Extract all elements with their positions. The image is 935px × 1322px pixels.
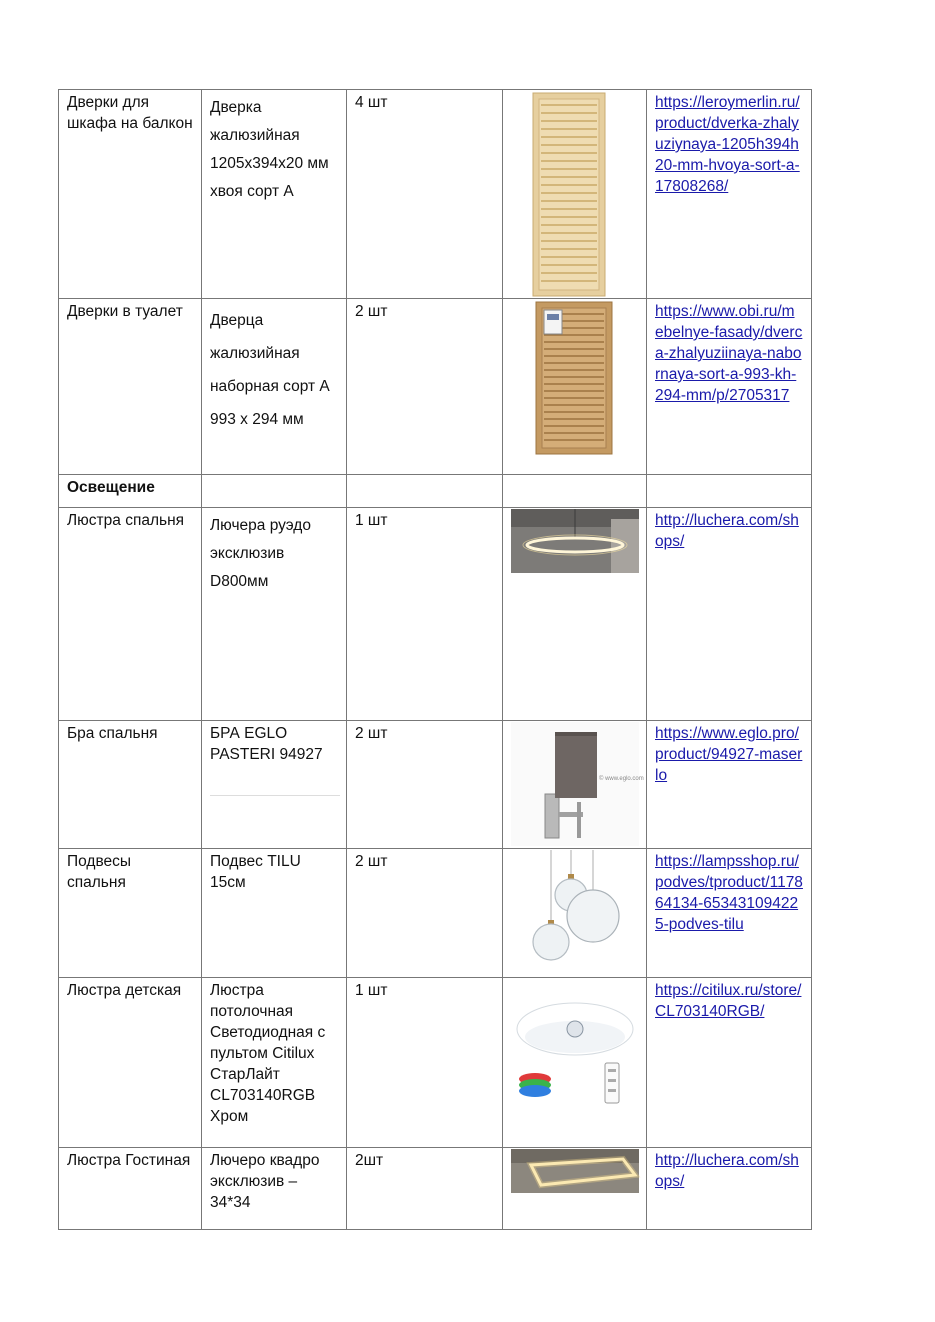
- louvered-door-image: [511, 300, 639, 456]
- product-link[interactable]: https://lampsshop.ru/podves/tproduct/117864134-653431094225-podves-tilu: [655, 853, 803, 933]
- description-cell: [202, 90, 347, 299]
- table-row: [59, 90, 812, 299]
- table-row: [59, 978, 812, 1148]
- image-cell: [503, 508, 647, 721]
- wall-sconce-image: [511, 722, 644, 846]
- link-cell: [647, 90, 812, 299]
- product-link[interactable]: https://leroymerlin.ru/product/dverka-zhalyuziynaya-1205h394h20-mm-hvoya-sort-a-17808268/: [655, 94, 800, 195]
- table-row: [59, 721, 812, 849]
- description-cell: [202, 721, 347, 849]
- description-cell: [202, 508, 347, 721]
- quantity-cell: 4 шт: [347, 90, 503, 299]
- image-cell: [503, 849, 647, 978]
- link-cell: [647, 978, 812, 1148]
- description-cell: Люстра потолочная Светодиодная с пультом Citilux СтарЛайт CL703140RGB Хром: [202, 978, 347, 1148]
- description-cell: [202, 299, 347, 475]
- item-cell: Люстра спальня: [59, 508, 202, 721]
- quantity-cell: 2 шт: [347, 721, 503, 849]
- empty-cell: [202, 475, 347, 508]
- link-cell: [647, 1148, 812, 1230]
- description-cell: Лючеро квадро эксклюзив – 34*34: [202, 1148, 347, 1230]
- ceiling-light-image: [511, 979, 639, 1119]
- divider: [210, 795, 340, 796]
- image-cell: [503, 299, 647, 475]
- square-chandelier-image: [511, 1149, 639, 1193]
- quantity-cell: 2шт: [347, 1148, 503, 1230]
- product-link[interactable]: https://www.eglo.pro/product/94927-maserlo: [655, 725, 803, 784]
- product-link[interactable]: https://citilux.ru/store/CL703140RGB/: [655, 982, 802, 1020]
- table-row: [59, 1148, 812, 1230]
- item-text: Люстра Гостиная: [67, 1152, 191, 1169]
- link-cell: [647, 299, 812, 475]
- quantity-cell: 2 шт: [347, 849, 503, 978]
- louvered-door-image: [511, 91, 639, 296]
- item-cell: Дверки для шкафа на балкон: [59, 90, 202, 299]
- product-link[interactable]: http://luchera.com/shops/: [655, 512, 799, 550]
- watermark-text: © www.eglo.com: [599, 776, 644, 782]
- item-cell: [59, 1148, 202, 1230]
- table-row: [59, 299, 812, 475]
- item-cell: Люстра детская: [59, 978, 202, 1148]
- image-cell: [503, 1148, 647, 1230]
- empty-cell: [503, 475, 647, 508]
- product-link[interactable]: https://www.obi.ru/mebelnye-fasady/dverca-zhalyuziinaya-nabornaya-sort-a-993-kh-294-mm/p/2705317: [655, 303, 803, 404]
- product-link[interactable]: http://luchera.com/shops/: [655, 1152, 799, 1190]
- description-text: Дверка жалюзийная 1205x394x20 мм хвоя сорт А: [210, 99, 329, 200]
- link-cell: [647, 721, 812, 849]
- section-row: [59, 475, 812, 508]
- section-title: Освещение: [59, 475, 202, 508]
- image-cell: [503, 721, 647, 849]
- description-cell: Подвес TILU 15см: [202, 849, 347, 978]
- spec-table: [58, 89, 812, 1230]
- link-cell: [647, 508, 812, 721]
- item-cell: Бра спальня: [59, 721, 202, 849]
- description-text: Дверца жалюзийная наборная сорт А 993 х 294 мм: [210, 312, 330, 428]
- description-text: Лючера руэдо эксклюзив D800мм: [210, 517, 311, 590]
- quantity-cell: 2 шт: [347, 299, 503, 475]
- quantity-cell: 1 шт: [347, 508, 503, 721]
- glass-pendants-image: [511, 850, 639, 974]
- link-cell: [647, 849, 812, 978]
- image-cell: [503, 978, 647, 1148]
- description-text: БРА EGLO PASTERI 94927: [210, 725, 323, 763]
- image-cell: [503, 90, 647, 299]
- ring-chandelier-image: [511, 509, 639, 573]
- empty-cell: [647, 475, 812, 508]
- table-row: [59, 508, 812, 721]
- empty-cell: [347, 475, 503, 508]
- quantity-cell: 1 шт: [347, 978, 503, 1148]
- item-cell: Дверки в туалет: [59, 299, 202, 475]
- table-row: [59, 849, 812, 978]
- item-cell: Подвесы спальня: [59, 849, 202, 978]
